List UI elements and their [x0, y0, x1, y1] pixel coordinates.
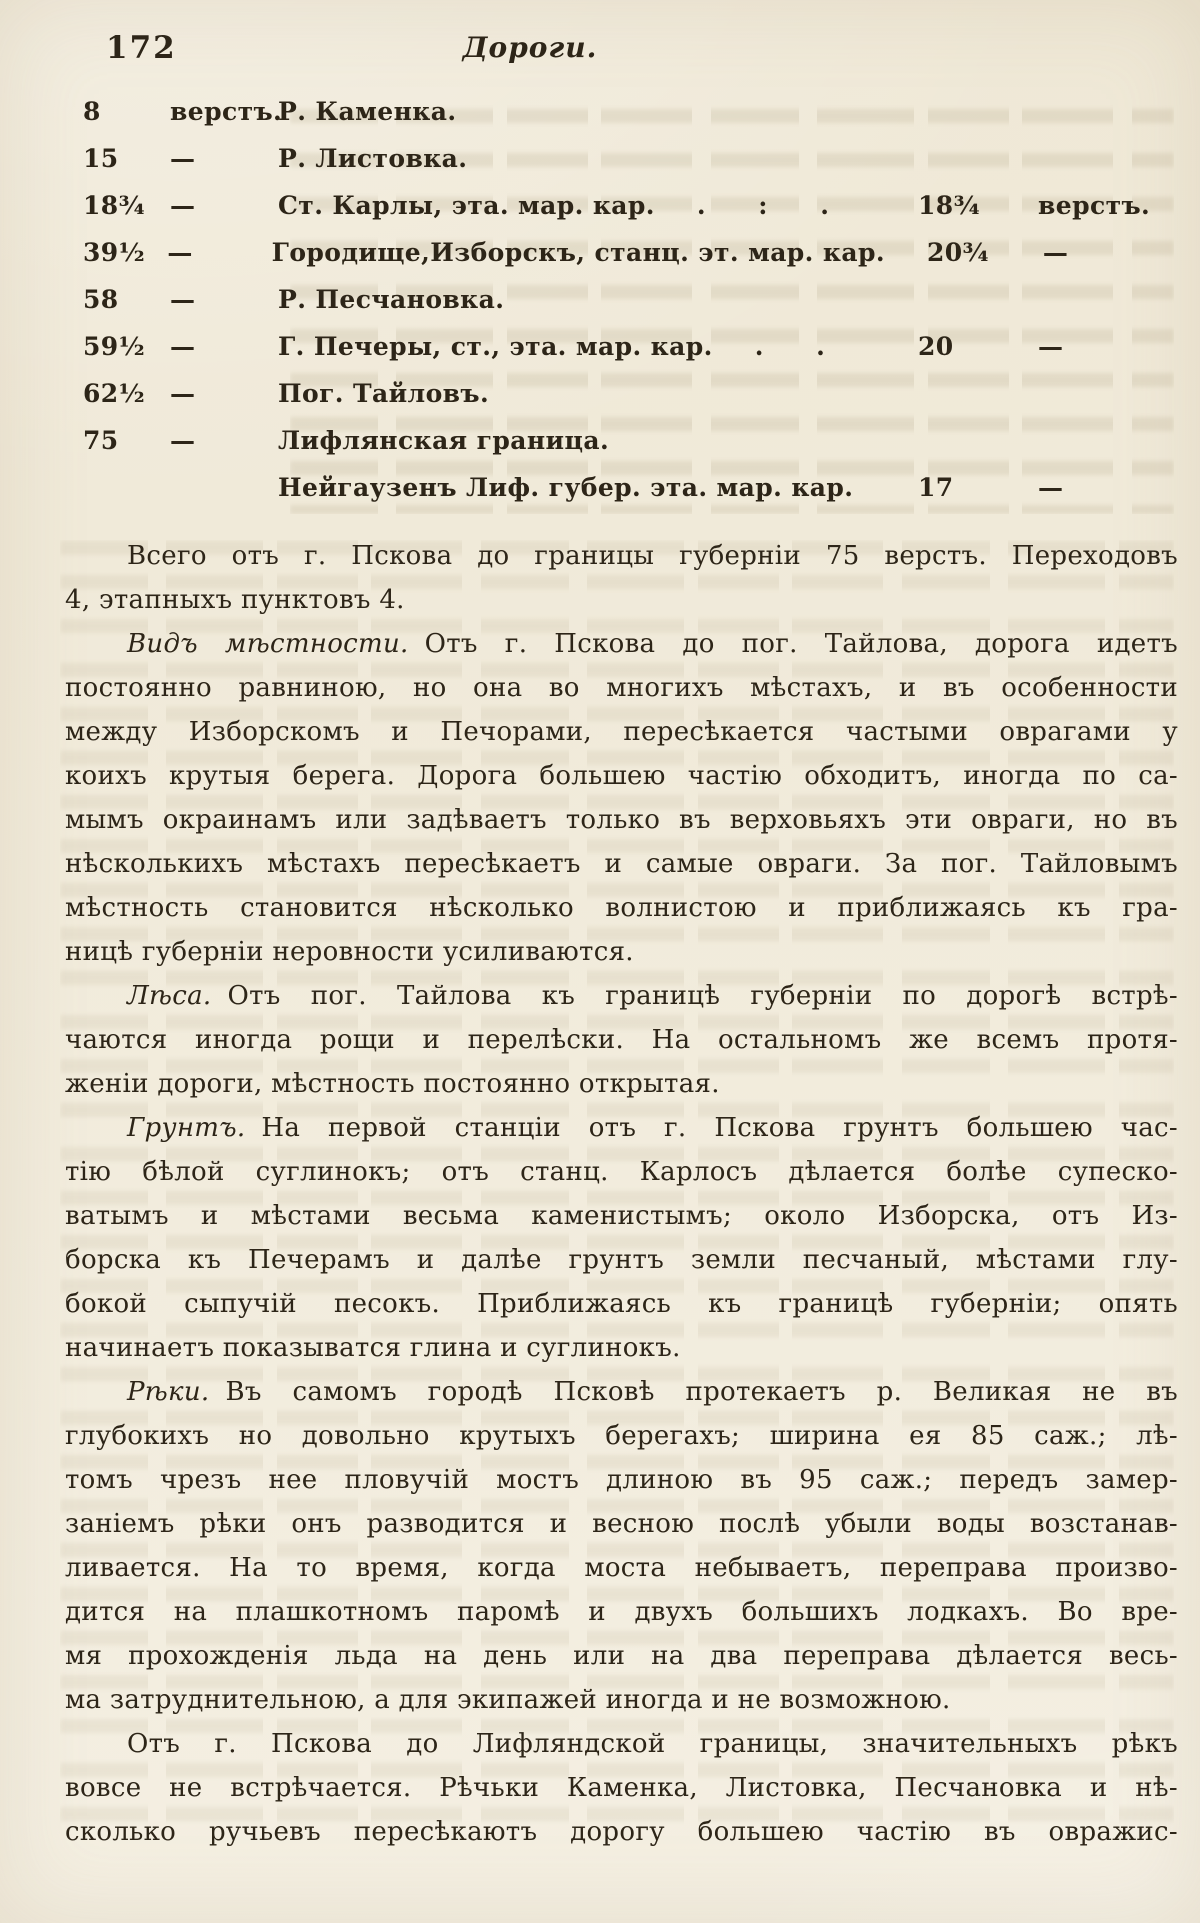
verst-value: 8 [83, 97, 101, 126]
paragraph-lead: Видъ мѣстности. [127, 629, 409, 659]
text-line: мѣстность становится нѣсколько волнистою и приближаясь къ гра- [65, 893, 1178, 923]
verst-value: 18¾ [83, 191, 146, 220]
text-line [65, 622, 1178, 666]
text-line: мя прохожденія льда на день или на два переправа дѣлается весь- [65, 1641, 1178, 1671]
verst-unit: — [170, 191, 196, 220]
segment-distance: 18¾ [918, 191, 981, 220]
leader-dots: . . [754, 332, 847, 361]
route-entry: Г. Печеры, ст., эта. мар. кар. [278, 332, 713, 361]
segment-distance: 20 [918, 332, 954, 361]
verst-unit [160, 464, 278, 511]
text-line: Отъ г. Пскова до Лифляндской границы, значительныхъ рѣкъ [127, 1729, 1178, 1759]
route-entry: Р. Листовка. [278, 144, 468, 173]
text-line [65, 1370, 1178, 1414]
text-line: 4, этапныхъ пунктовъ 4. [65, 585, 405, 615]
verst-unit: — [170, 379, 196, 408]
text-line: заніемъ рѣки онъ разводится и весною послѣ убыли воды возстанав- [65, 1509, 1178, 1539]
text-line: На первой станціи отъ г. Пскова грунтъ большею час- [261, 1113, 1178, 1143]
text-line: бокой сыпучій песокъ. Приближаясь къ границѣ губерніи; опять [65, 1289, 1178, 1319]
verst-value: 75 [83, 426, 119, 455]
text-line: Отъ пог. Тайлова къ границѣ губерніи по дорогѣ встрѣ- [227, 981, 1178, 1011]
text-line: нѣсколькихъ мѣстахъ пересѣкаетъ и самые овраги. За пог. Тайловымъ [65, 849, 1178, 879]
text-line: вовсе не встрѣчается. Рѣчьки Каменка, Листовка, Песчановка и нѣ- [65, 1773, 1178, 1803]
segment-distance [918, 88, 1038, 135]
text-line: тію бѣлой суглинокъ; отъ станц. Карлосъ дѣлается болѣе супеско- [65, 1157, 1178, 1187]
leader-dots: . : . [696, 191, 851, 220]
text-line: глубокихъ но довольно крутыхъ берегахъ; ширина ея 85 саж.; лѣ- [65, 1421, 1178, 1451]
table-row [65, 323, 1178, 370]
text-line: чаются иногда рощи и перелѣски. На остальномъ же всемъ протя- [65, 1025, 1178, 1055]
route-entry: Р. Каменка. [278, 97, 457, 126]
paragraph-rivers [65, 1370, 1178, 1722]
table-row [65, 370, 1178, 417]
segment-unit: — [1038, 332, 1064, 361]
verst-value: 58 [83, 285, 119, 314]
segment-unit: — [1038, 473, 1064, 502]
route-entry: Лифлянская граница. [278, 426, 610, 455]
text-line: женіи дороги, мѣстность постоянно открытая. [65, 1069, 720, 1099]
text-line: постоянно равниною, но она во многихъ мѣстахъ, и въ особенности [65, 673, 1178, 703]
route-entry: Нейгаузенъ Лиф. губер. эта. мар. кар. [278, 473, 854, 502]
text-line [65, 534, 1178, 578]
verst-unit: — [167, 238, 193, 267]
text-line: ливается. На то время, когда моста небываетъ, переправа произво- [65, 1553, 1178, 1583]
text-line: начинаетъ показыватся глина и суглинокъ. [65, 1333, 681, 1363]
verst-value: 15 [83, 144, 119, 173]
segment-distance: 20¾ [926, 238, 990, 267]
table-row [65, 229, 1178, 276]
running-header: Дороги. [462, 31, 598, 64]
table-row [65, 464, 1178, 511]
text-line [65, 974, 1178, 1018]
paragraph-lead: Рѣки. [127, 1377, 210, 1407]
verst-value: 59½ [83, 332, 146, 361]
route-entry: Ст. Карлы, эта. мар. кар. [278, 191, 655, 220]
table-row [65, 135, 1178, 182]
route-entry: Р. Песчановка. [278, 285, 505, 314]
paragraph-forests [65, 974, 1178, 1106]
verst-unit: — [170, 332, 196, 361]
paragraph-total [65, 534, 1178, 622]
route-entry: Городище,Изборскъ, станц. эт. мар. кар. [271, 238, 885, 267]
verst-value [65, 464, 160, 511]
segment-distance [918, 135, 1038, 182]
text-line: ватымъ и мѣстами весьма каменистымъ; около Изборска, отъ Из- [65, 1201, 1178, 1231]
text-line: сколько ручьевъ пересѣкаютъ дорогу большею частію въ овражис- [65, 1817, 1178, 1847]
paragraph-soil [65, 1106, 1178, 1370]
segment-distance: 17 [918, 473, 954, 502]
text-line: ницѣ губерніи неровности усиливаются. [65, 937, 634, 967]
segment-unit [1038, 417, 1178, 464]
verst-unit: верстъ. [170, 97, 283, 126]
verst-value: 62½ [83, 379, 146, 408]
page-number: 172 [106, 30, 177, 66]
table-row [65, 276, 1178, 323]
paragraph-rivers-2 [65, 1722, 1178, 1854]
text-line: коихъ крутыя берега. Дорога большею частію обходитъ, иногда по са- [65, 761, 1178, 791]
segment-unit: верстъ. [1038, 191, 1151, 220]
segment-unit [1038, 370, 1178, 417]
segment-unit [1038, 276, 1178, 323]
text-line: борска къ Печерамъ и далѣе грунтъ земли песчаный, мѣстами глу- [65, 1245, 1178, 1275]
table-row [65, 88, 1178, 135]
segment-unit [1038, 88, 1178, 135]
paragraph-lead: Лѣса. [127, 981, 212, 1011]
table-row [65, 182, 1178, 229]
text-line: Всего отъ г. Пскова до границы губерніи 75 верстъ. Переходовъ [127, 541, 1178, 571]
body-text [65, 534, 1178, 1854]
segment-unit [1038, 135, 1178, 182]
text-line: ма затруднительною, а для экипажей иногда и не возможною. [65, 1685, 951, 1715]
distance-table [65, 88, 1178, 511]
segment-distance [918, 370, 1038, 417]
text-line: мымъ окраинамъ или задѣваетъ только въ верховьяхъ эти овраги, но въ [65, 805, 1178, 835]
verst-value: 39½ [83, 238, 146, 267]
text-line: Въ самомъ городѣ Псковѣ протекаетъ р. Великая не въ [225, 1377, 1178, 1407]
text-line: томъ чрезъ нее пловучій мостъ длиною въ 95 саж.; передъ замер- [65, 1465, 1178, 1495]
route-entry: Пог. Тайловъ. [278, 379, 490, 408]
verst-unit: — [170, 426, 196, 455]
segment-distance [918, 276, 1038, 323]
text-line: Отъ г. Пскова до пог. Тайлова, дорога идетъ [424, 629, 1178, 659]
text-line: дится на плашкотномъ паромѣ и двухъ большихъ лодкахъ. Во вре- [65, 1597, 1178, 1627]
verst-unit: — [170, 285, 196, 314]
verst-unit: — [170, 144, 196, 173]
paragraph-terrain [65, 622, 1178, 974]
text-line: между Изборскомъ и Печорами, пересѣкается частыми оврагами у [65, 717, 1178, 747]
table-row [65, 417, 1178, 464]
text-line [65, 1106, 1178, 1150]
segment-distance [918, 417, 1038, 464]
text-line [65, 1722, 1178, 1766]
segment-unit: — [1042, 238, 1069, 267]
paragraph-lead: Грунтъ. [127, 1113, 246, 1143]
